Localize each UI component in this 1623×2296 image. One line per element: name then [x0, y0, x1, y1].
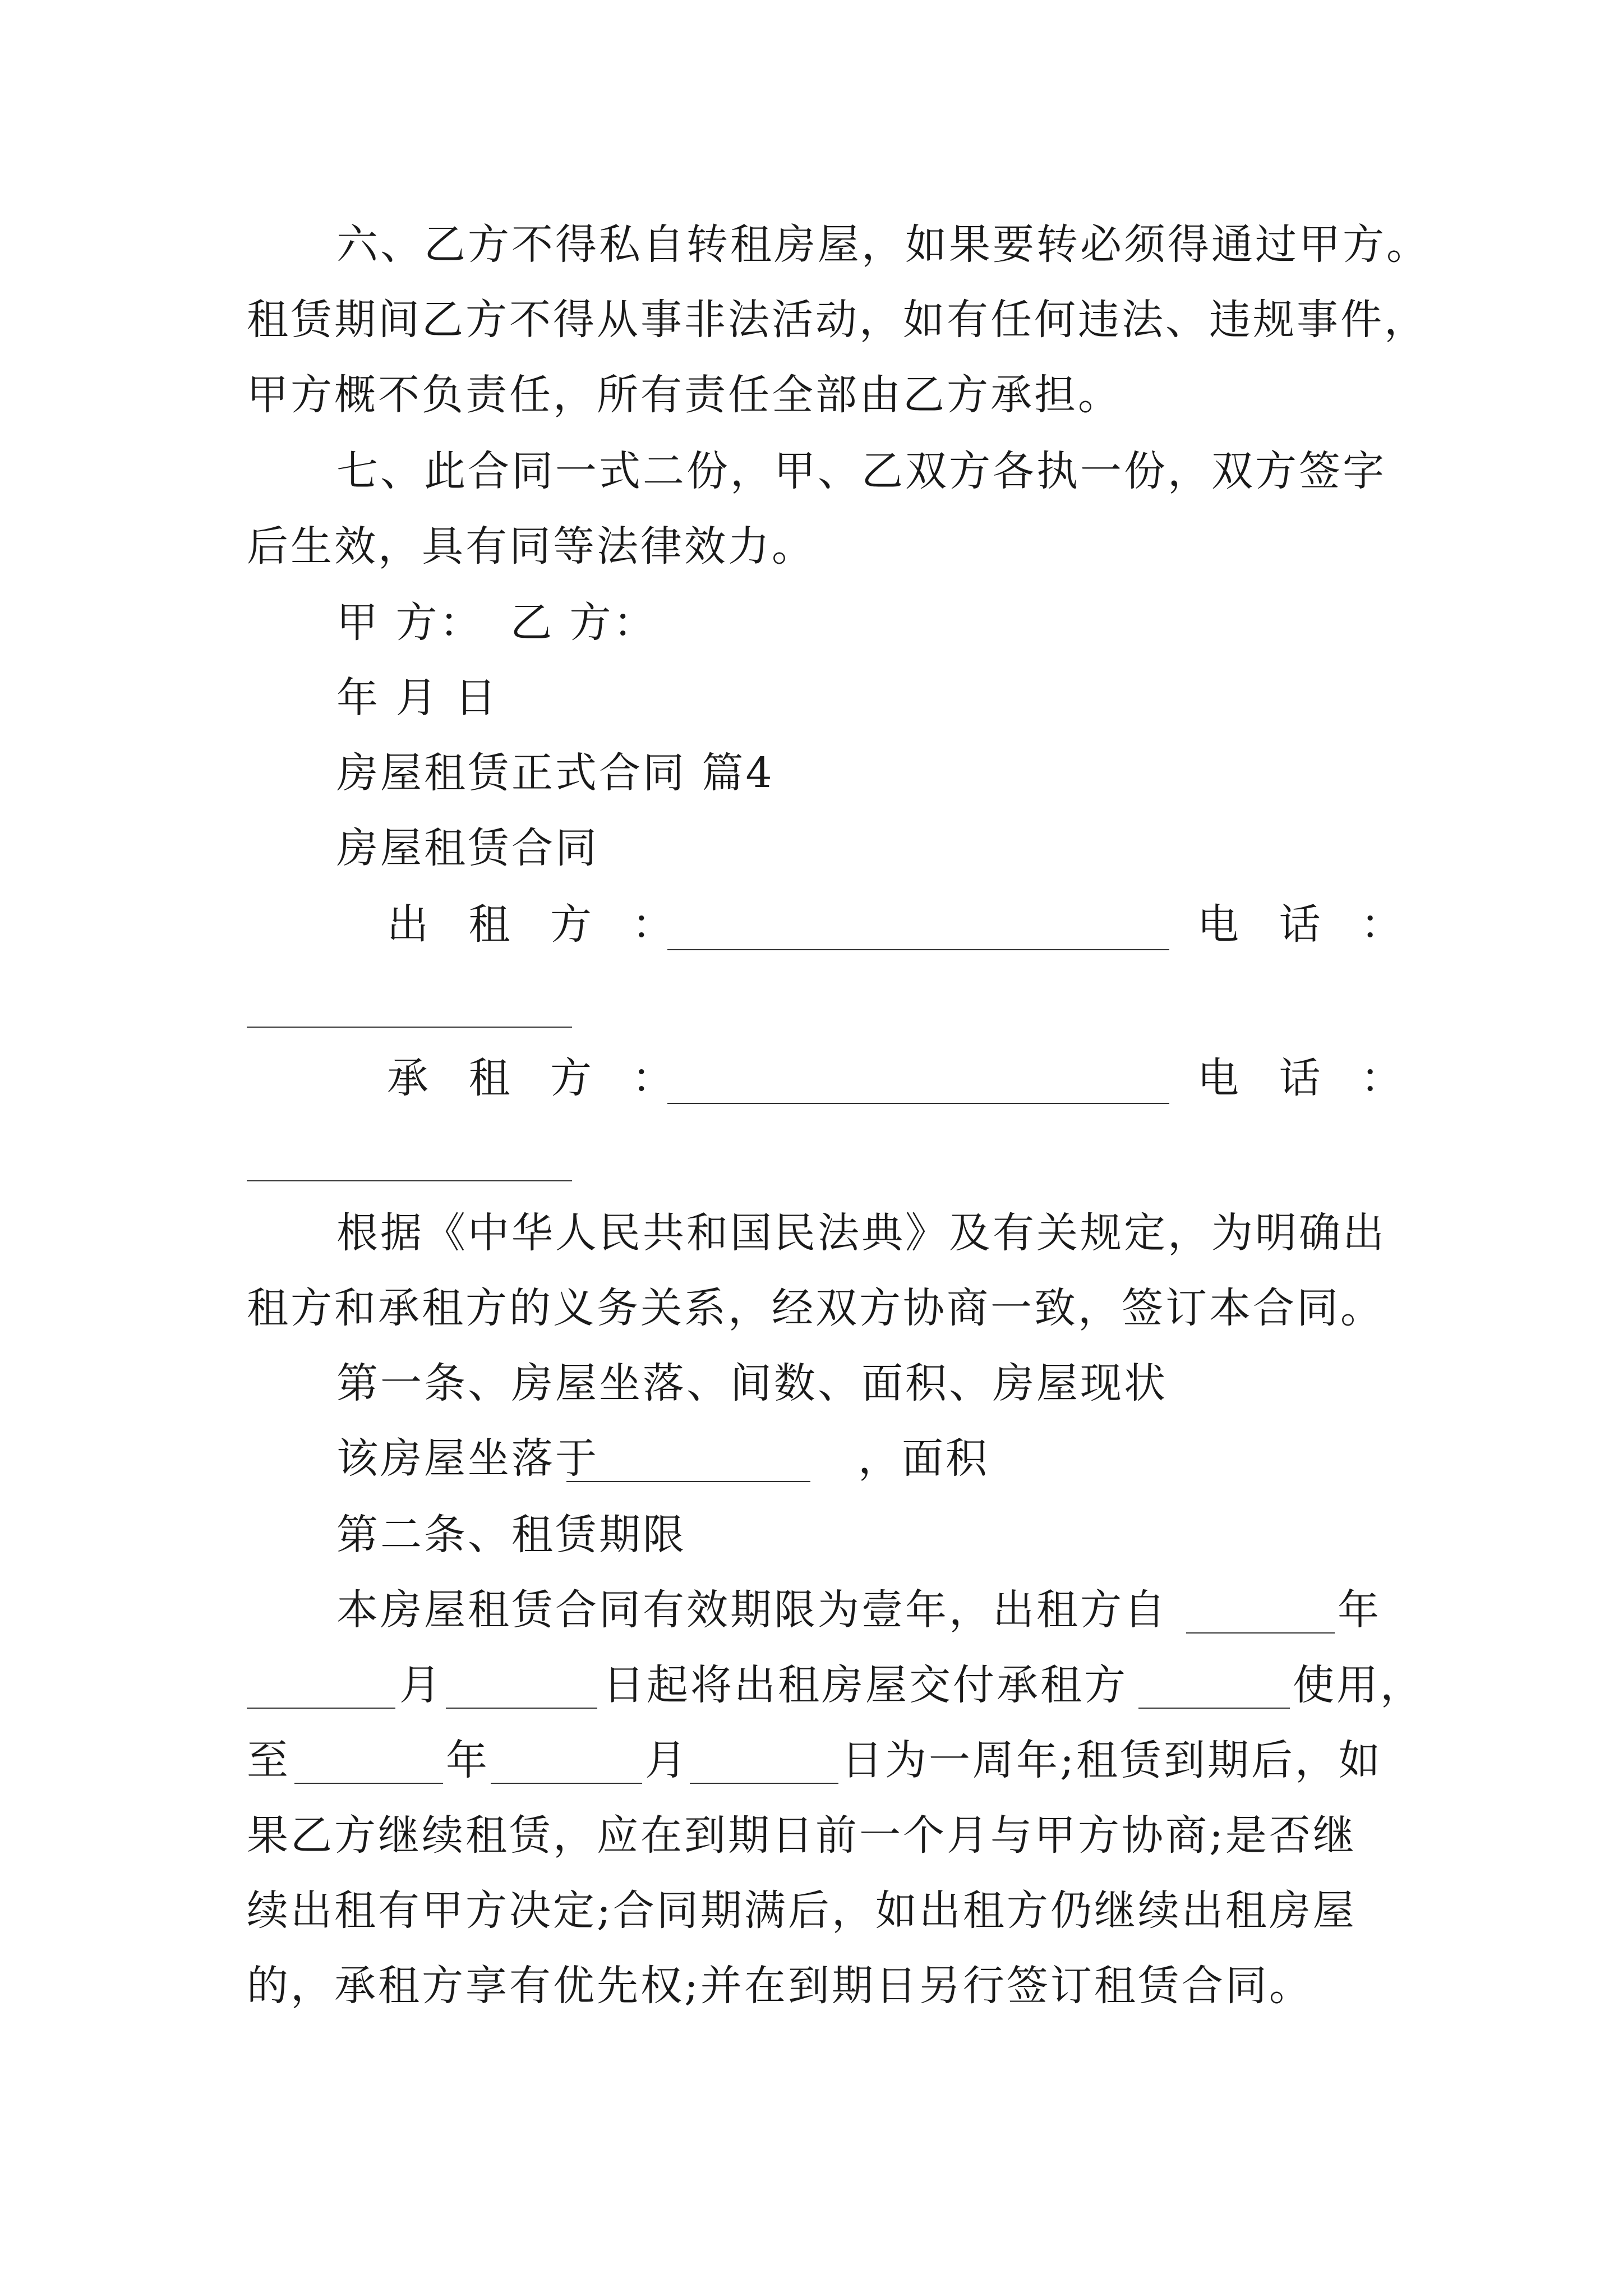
- end-day-blank[interactable]: [690, 1783, 838, 1784]
- clause7-line-1: 七、此合同一式二份，甲、乙双方各执一份，双方签字: [336, 447, 1386, 495]
- location-prefix: 该房屋坐落于: [336, 1434, 599, 1483]
- lessee-label: 承 租 方 ：: [387, 1054, 687, 1102]
- lessee-name-blank[interactable]: [667, 1103, 1169, 1104]
- start-month-label: 月: [399, 1661, 443, 1709]
- start-month-blank[interactable]: [247, 1708, 395, 1709]
- start-year-label: 年: [1338, 1586, 1381, 1634]
- party-a-label: 甲 方：: [336, 599, 483, 647]
- clause7-line-2: 后生效，具有同等法律效力。: [247, 522, 815, 570]
- end-year-blank[interactable]: [294, 1783, 443, 1784]
- signature-date: 年 月 日: [336, 674, 499, 722]
- start-year-blank[interactable]: [1186, 1632, 1335, 1634]
- party-b-label: 乙 方：: [510, 599, 657, 647]
- area-label: ，面积: [858, 1434, 989, 1483]
- section-heading: 房屋租赁正式合同 篇4: [336, 749, 774, 797]
- lessor-phone-label: 电 话 ：: [1197, 900, 1416, 949]
- term-line-5: 续出租有甲方决定;合同期满后，如出租方仍继续出租房屋: [247, 1887, 1357, 1935]
- lessor-label: 出 租 方 ：: [387, 900, 687, 949]
- clause6-line-2: 租赁期间乙方不得从事非法活动，如有任何违法、违规事件，: [247, 296, 1428, 344]
- article1-title: 第一条、房屋坐落、间数、面积、房屋现状: [336, 1359, 1168, 1407]
- end-month-label: 月: [645, 1736, 689, 1784]
- term-line-4: 果乙方继续租赁，应在到期日前一个月与甲方协商;是否继: [247, 1811, 1357, 1860]
- end-year-label: 年: [446, 1736, 490, 1784]
- term-end-text: 日为一周年;租赁到期后，如: [841, 1736, 1382, 1784]
- article2-title: 第二条、租赁期限: [336, 1511, 686, 1559]
- preamble-line-1: 根据《中华人民共和国民法典》及有关规定，为明确出: [336, 1209, 1386, 1257]
- lessee-phone-label: 电 话 ：: [1197, 1054, 1416, 1102]
- term-line-1-text: 本房屋租赁合同有效期限为壹年，出租方自: [336, 1586, 1168, 1634]
- to-label: 至: [247, 1736, 291, 1784]
- lessor-phone-blank[interactable]: [247, 1027, 572, 1028]
- contract-title: 房屋租赁合同: [336, 824, 599, 872]
- location-blank[interactable]: [566, 1481, 810, 1482]
- use-text: 使用，: [1293, 1661, 1424, 1709]
- handover-text: 日起将出租房屋交付承租方: [603, 1661, 1128, 1709]
- lessee-use-blank[interactable]: [1138, 1708, 1290, 1709]
- clause6-line-3: 甲方概不负责任，所有责任全部由乙方承担。: [247, 371, 1122, 419]
- preamble-line-2: 租方和承租方的义务关系，经双方协商一致，签订本合同。: [247, 1284, 1384, 1332]
- start-day-blank[interactable]: [446, 1708, 597, 1709]
- end-month-blank[interactable]: [491, 1783, 642, 1784]
- term-line-6: 的，承租方享有优先权;并在到期日另行签订租赁合同。: [247, 1962, 1313, 2010]
- lessor-name-blank[interactable]: [667, 949, 1169, 950]
- lessee-phone-blank[interactable]: [247, 1180, 572, 1181]
- clause6-line-1: 六、乙方不得私自转租房屋，如果要转必须得通过甲方。: [336, 220, 1430, 269]
